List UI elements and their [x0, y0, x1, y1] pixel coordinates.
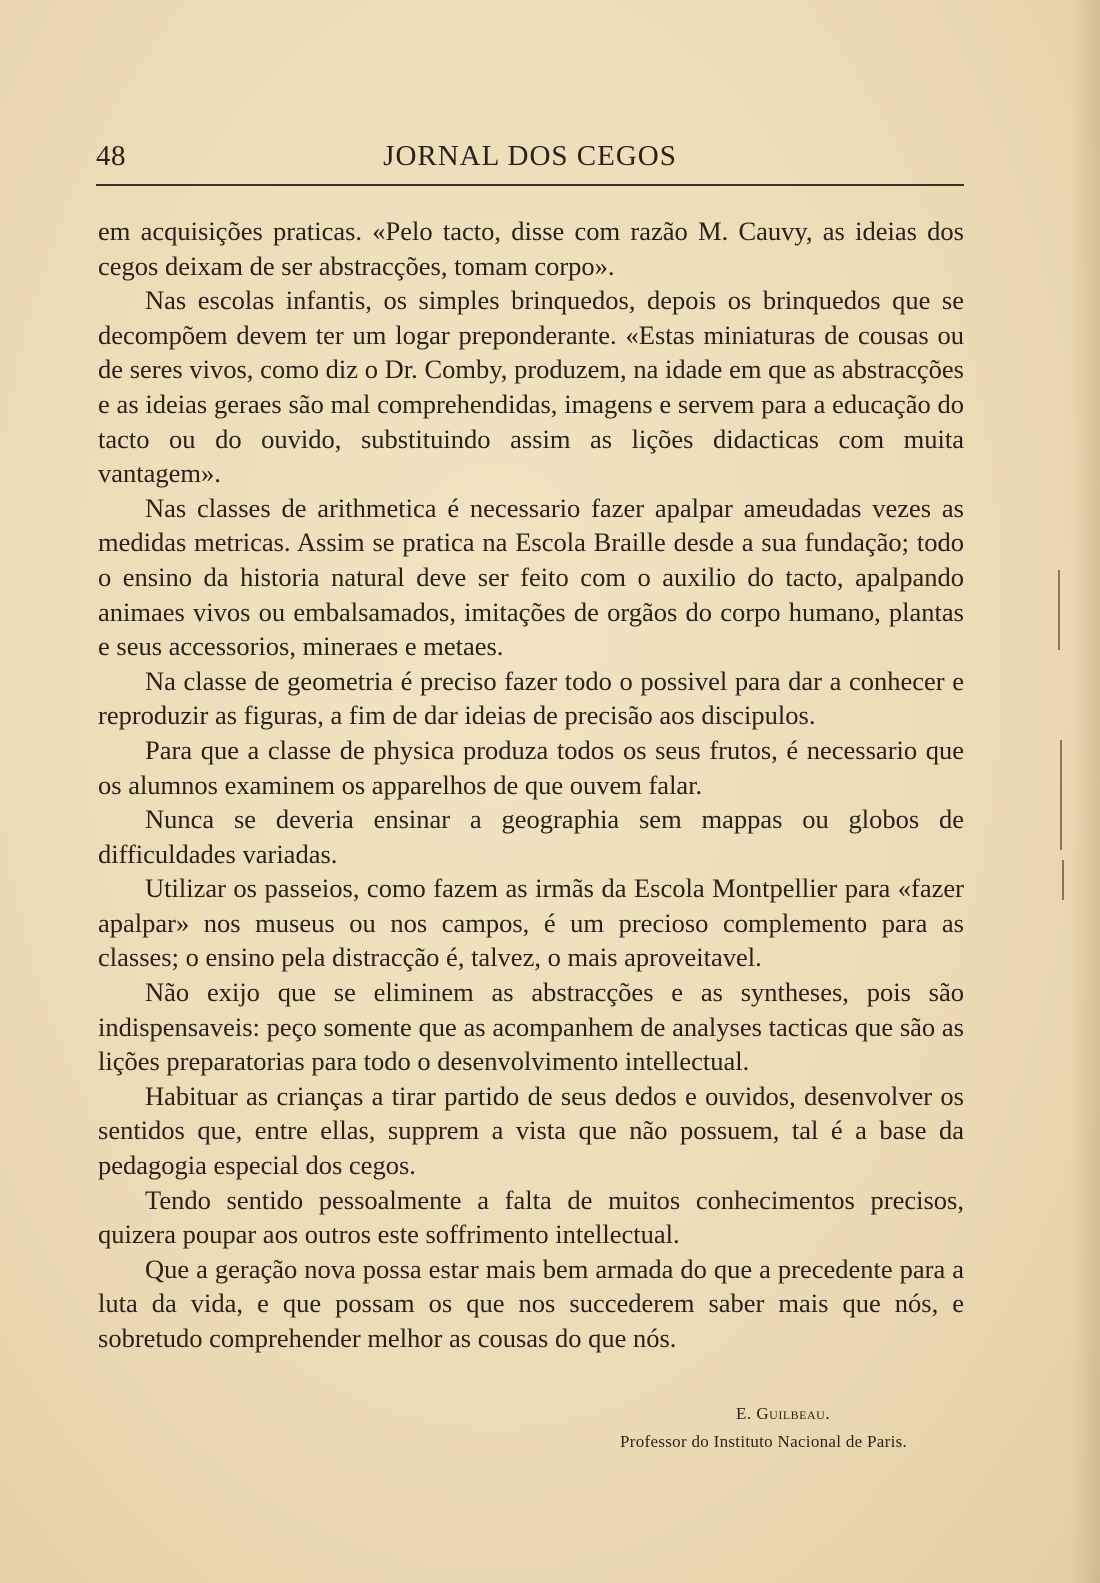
paragraph: em acquisições praticas. «Pelo tacto, disse com razão M. Cauvy, as ideias dos cegos deixam de ser abstracções, tomam corpo».: [98, 216, 964, 281]
running-title: JORNAL DOS CEGOS: [383, 140, 677, 172]
paragraph: Tendo sentido pessoalmente a falta de muitos conhecimentos precisos, quizera poupar aos outros este soffrimento intellectual.: [98, 1184, 964, 1250]
author-initial: E.: [736, 1404, 752, 1423]
margin-mark: [1058, 570, 1060, 650]
paragraph: Que a geração nova possa estar mais bem armada do que a precedente para a luta da vida, e que possam os que nos succederem saber mais que nós, e sobretudo comprehender melhor as cousas do que nós.: [98, 1253, 964, 1353]
author-surname: Guilbeau.: [756, 1404, 831, 1423]
paragraph: Nas classes de arithmetica é necessario fazer apalpar ameudadas vezes as medidas metricas. Assim se pratica na Escola Braille desde a sua fundação; todo o ensino da historia natural deve ser feito com o auxilio do tacto, apalpando animaes vivos ou embalsamados, imitações de orgãos do corpo humano, plantas e seus accessorios, mineraes e metaes.: [98, 492, 964, 662]
paragraph: Na classe de geometria é preciso fazer todo o possivel para dar a conhecer e reproduzir as figuras, a fim de dar ideias de precisão aos discipulos.: [98, 665, 964, 731]
article-body: [98, 214, 964, 1356]
margin-mark: [1062, 860, 1064, 900]
paragraph: Nunca se deveria ensinar a geographia sem mappas ou globos de difficuldades variadas.: [98, 804, 964, 869]
paragraph: Nas escolas infantis, os simples brinquedos, depois os brinquedos que se decompõem devem ter um logar preponderante. «Estas miniaturas de cousas ou de seres vivos, como diz o Dr. Comby, produzem, na idade em que as abstracções e as ideias geraes são mal comprehendidas, imagens e servem para a educação do tacto ou do ouvido, substituindo assim as lições didacticas com muita vantagem».: [98, 285, 964, 489]
author-affiliation: Professor do Instituto Nacional de Paris.: [620, 1432, 908, 1451]
margin-mark: [1060, 740, 1062, 850]
header-rule: [96, 184, 964, 186]
author-signature: [736, 1404, 830, 1424]
paragraph: Não exijo que se eliminem as abstracções e as syntheses, pois são indispensaveis: peço somente que as acompanhem de analyses tacticas que são as lições preparatorias para todo o desenvolvimento intellectual.: [98, 977, 964, 1077]
paragraph: Utilizar os passeios, como fazem as irmãs da Escola Montpellier para «fazer apalpar» nos museus ou nos campos, é um precioso complemento para as classes; o ensino pela distracção é, talvez, o mais aproveitavel.: [98, 873, 964, 973]
page-header: [96, 140, 964, 180]
paragraph: Para que a classe de physica produza todos os seus frutos, é necessario que os alumnos examinem os apparelhos de que ouvem falar.: [98, 734, 964, 800]
page-edge-shadow: [1070, 0, 1100, 1583]
paragraph: Habituar as crianças a tirar partido de seus dedos e ouvidos, desenvolver os sentidos que, entre ellas, supprem a vista que não possuem, tal é a base da pedagogia especial dos cegos.: [98, 1080, 964, 1181]
page-number: 48: [96, 140, 126, 172]
